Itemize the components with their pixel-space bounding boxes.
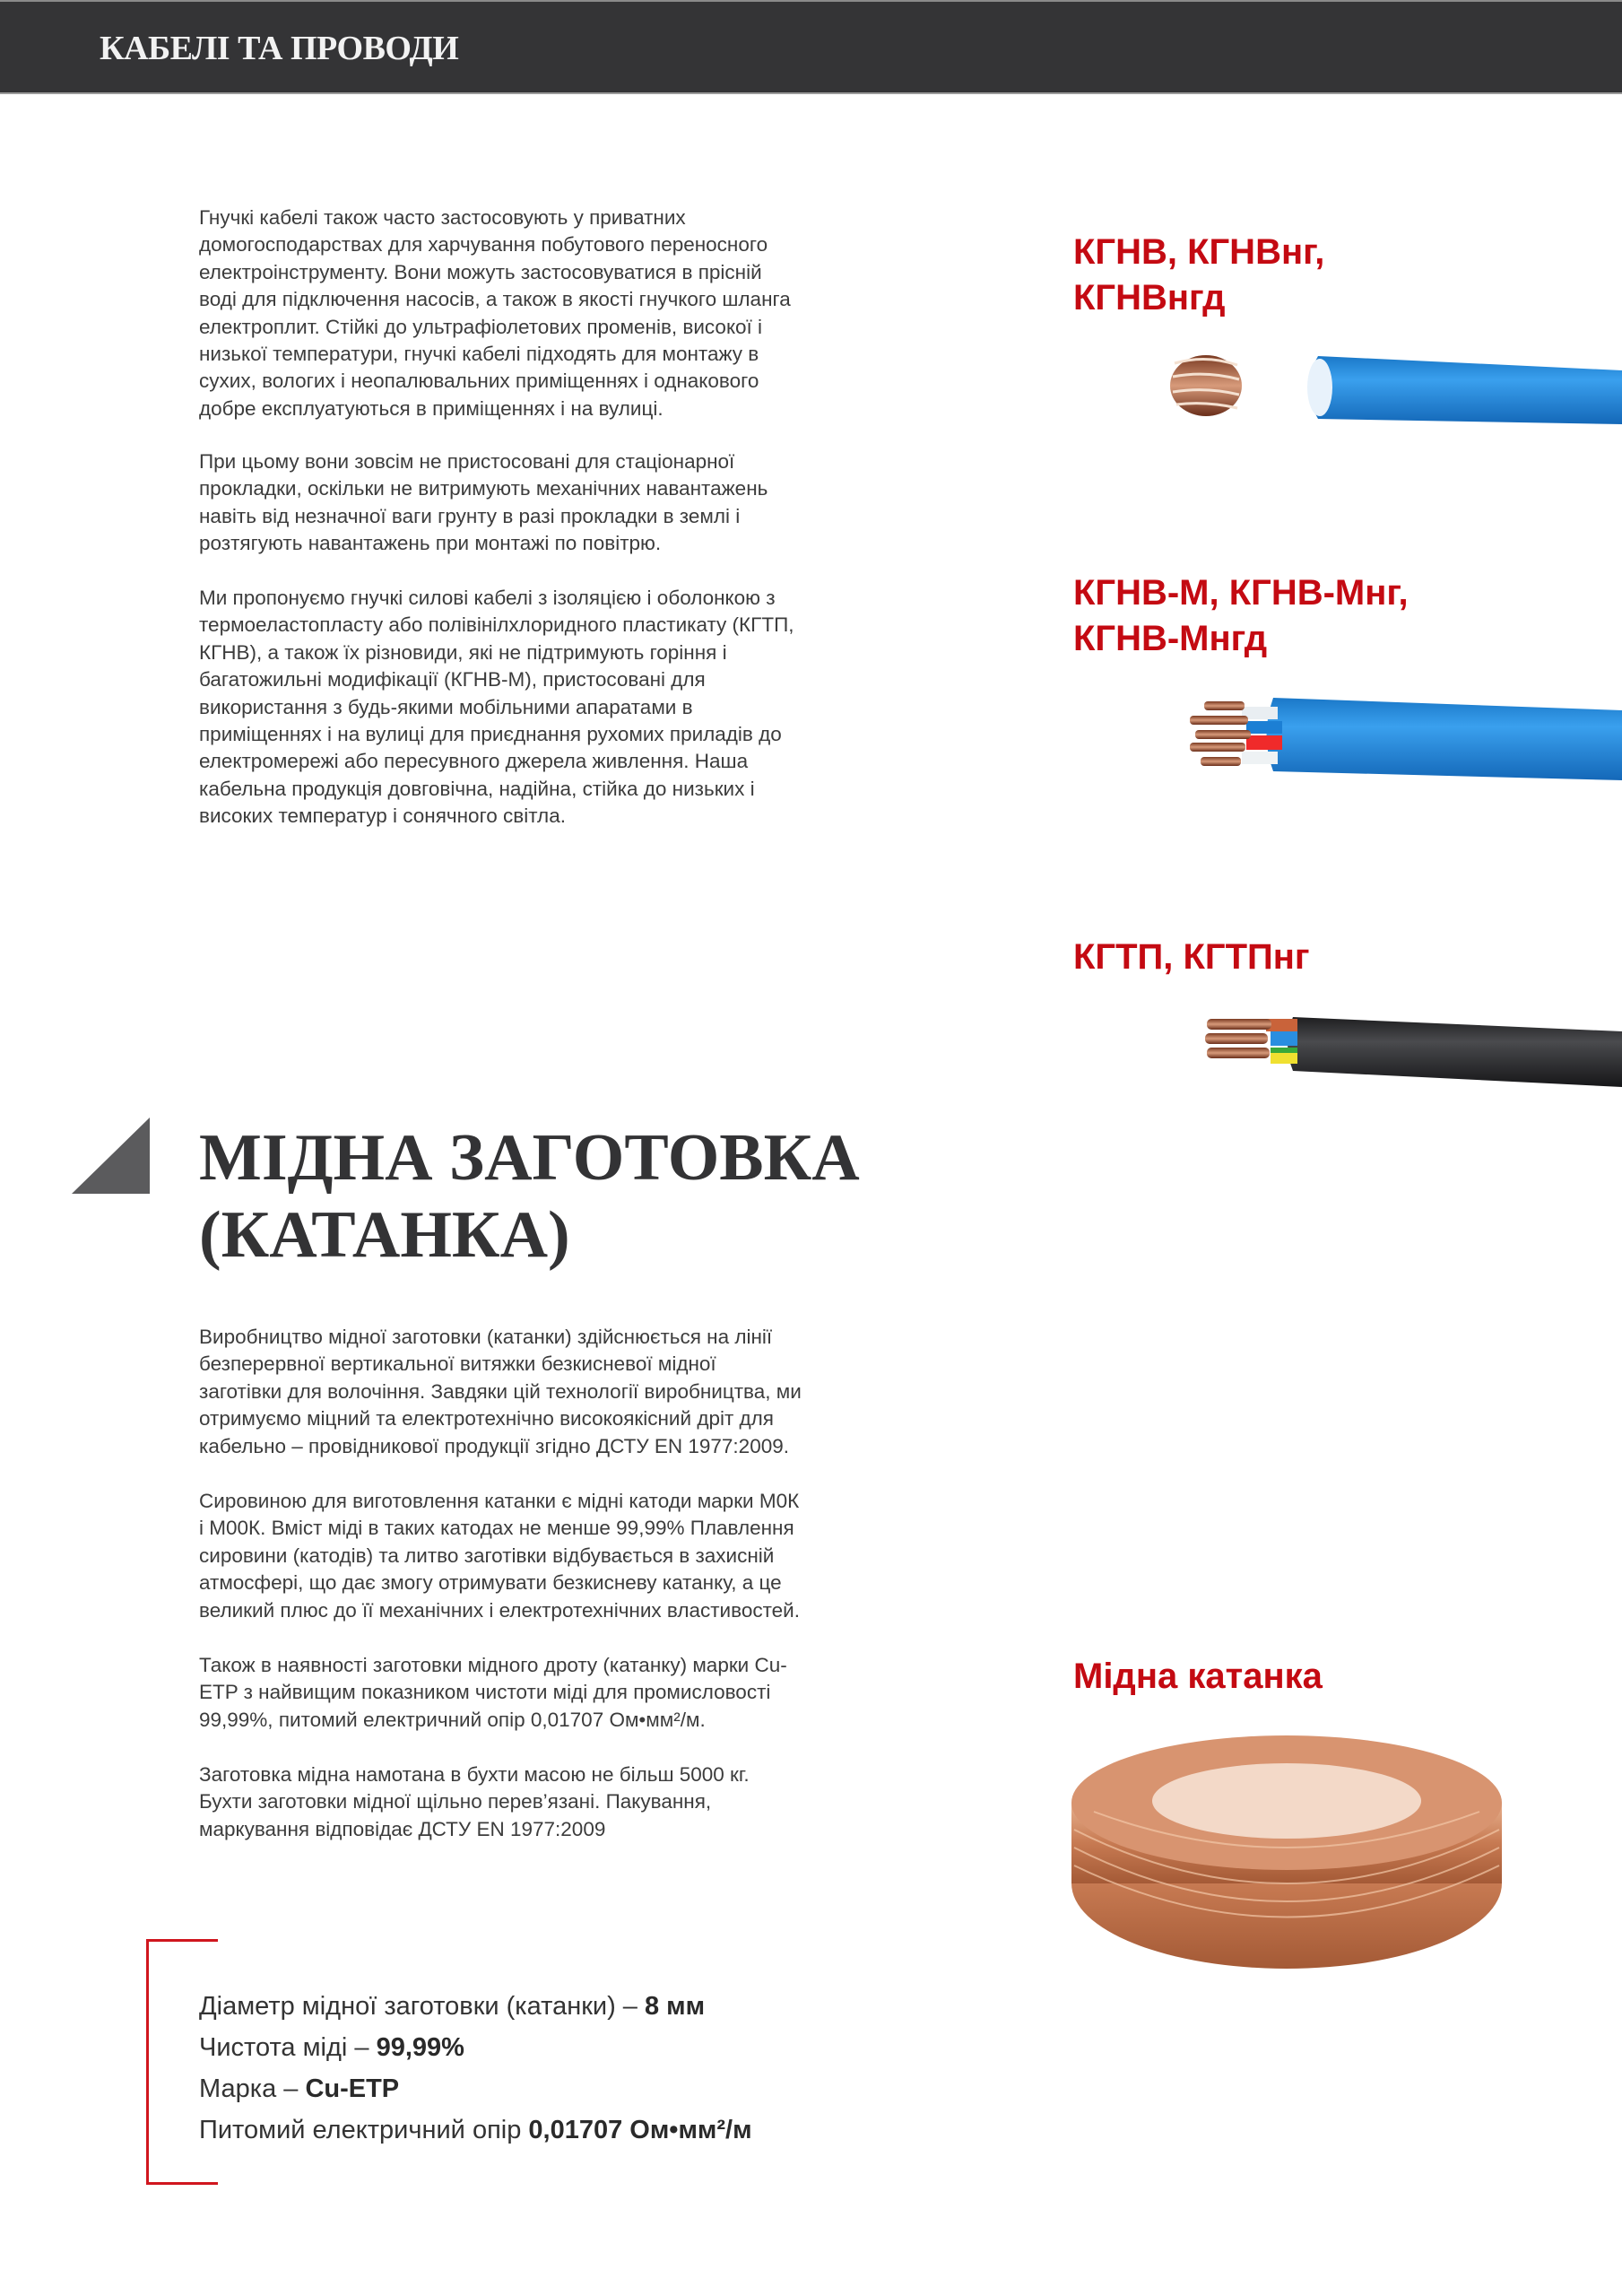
section-marker-triangle (72, 1118, 150, 1194)
cable-kgnv-image (1166, 345, 1622, 430)
cable-kgnv-m-image (1188, 691, 1622, 794)
copper-coil-image (1067, 1731, 1511, 1973)
spec-value: 0,01707 Ом•мм²/м (528, 2116, 752, 2144)
spec-diameter (199, 1986, 752, 2027)
copper-heading: МІДНА ЗАГОТОВКА (КАТАНКА) (199, 1121, 860, 1272)
spec-purity (199, 2027, 752, 2068)
spec-label: Марка – (199, 2074, 306, 2103)
product-label-kgnv: КГНВ, КГНВнг, КГНВнгд (1073, 232, 1325, 317)
spec-label: Діаметр мідної заготовки (катанки) – (199, 1992, 645, 2021)
cables-paragraph-3: Ми пропонуємо гнучкі силові кабелі з ізоляцією і оболонкою з термоеластопласту або полівінілхлоридного пластикату (КГТП, КГНВ), а також їх різновиди, які не підтримують горіння і багатожильні модифікації (КГНВ-М), пристосовані для використання з будь-якими мобільними апаратами в приміщеннях і на вулиці для приєднання рухомих приладів до електромережі або пересувного джерела живлення. Наша кабельна продукція довговічна, надійна, стійка до низьких і високих температур і сонячного світла. (199, 587, 794, 828)
spec-resistivity (199, 2109, 752, 2151)
cable-kgtp-image (1203, 1012, 1622, 1092)
page-header (0, 0, 1622, 94)
copper-paragraph-2: Сировиною для виготовлення катанки є мідні катоди марки М0К і М00К. Вміст міді в таких катодах не менше 99,99% Плавлення сировини (катодів) та литво заготівки відбувається в захисній атмосфері, що дає змогу отримувати безкисневу катанку, а це великий плюс до її механічних і електротехнічних властивостей. (199, 1490, 800, 1622)
copper-specs-list (199, 1986, 752, 2151)
copper-paragraph-4: Заготовка мідна намотана в бухти масою не більш 5000 кг. Бухти заготовки мідної щільно перев’язані. Пакування, маркування відповідає ДСТУ EN 1977:2009 (199, 1763, 750, 1840)
product-label-copper-rod: Мідна катанка (1073, 1657, 1323, 1696)
copper-paragraph-1: Виробництво мідної заготовки (катанки) здійснюється на лінії безперервної вертикальної витяжки безкисневої мідної заготівки для волочіння. Завдяки цій технології виробництва, ми отримуємо міцний та електротехнічно високоякісний дріт для кабельно – провідникової продукції згідно ДСТУ EN 1977:2009. (199, 1326, 802, 1457)
product-label-kgtp: КГТП, КГТПнг (1073, 937, 1310, 977)
spec-grade (199, 2068, 752, 2109)
spec-value: 8 мм (645, 1992, 706, 2021)
product-label-kgnv-m: КГНВ-М, КГНВ-Мнг, КГНВ-Мнгд (1073, 573, 1409, 658)
cables-paragraph-1: Гнучкі кабелі також часто застосовують у приватних домогосподарствах для харчування побутового переносного електроінструменту. Вони можуть застосовуватися в прісній воді для підключення насосів, а також в якості гнучкого шланга електроплит. Стійкі до ультрафіолетових променів, високої і низької температури, гнучкі кабелі підходять для монтажу в сухих, вологих і неопалювальних приміщеннях і однакового добре експлуатуються в приміщеннях і на вулиці. (199, 206, 791, 420)
spec-label: Чистота міді – (199, 2033, 377, 2062)
section-title: КАБЕЛІ ТА ПРОВОДИ (100, 30, 459, 67)
cables-paragraph-2: При цьому вони зовсім не пристосовані для стаціонарної прокладки, оскільки не витримують механічних навантажень навіть від незначної ваги грунту в разі прокладки в землі і розтягують навантажень при монтажі по повітрю. (199, 450, 768, 555)
spec-label: Питомий електричний опір (199, 2116, 529, 2144)
copper-paragraph-3: Також в наявності заготовки мідного дроту (катанку) марки Cu- ETP з найвищим показником чистоти міді для промисловості 99,99%, питомий електричний опір 0,01707 Ом•мм²/м. (199, 1654, 787, 1731)
spec-value: 99,99% (376, 2033, 464, 2062)
spec-value: Cu-ETP (305, 2074, 400, 2103)
